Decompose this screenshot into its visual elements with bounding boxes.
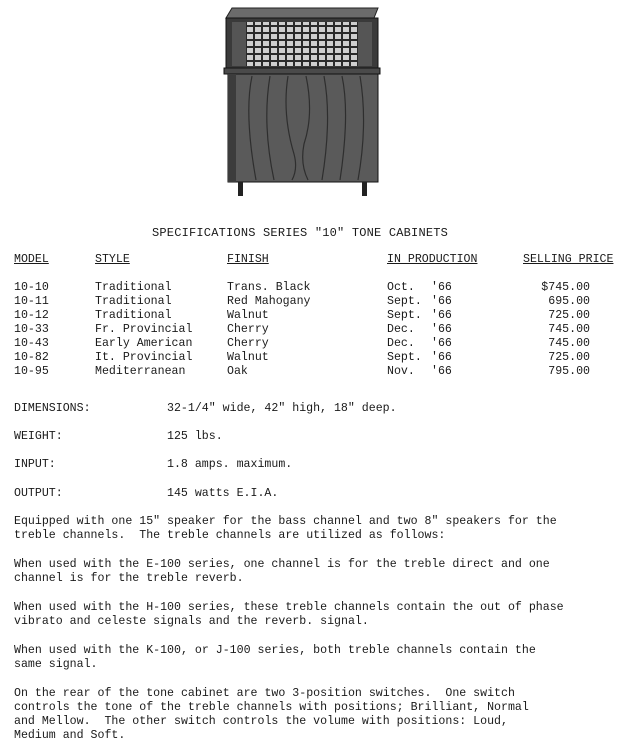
cell-model: 10-33 (14, 323, 49, 336)
spec-label: WEIGHT: (14, 430, 63, 443)
spec-label: INPUT: (14, 458, 56, 471)
cell-finish: Trans. Black (227, 281, 311, 294)
spec-value: 1.8 amps. maximum. (167, 458, 293, 471)
cell-production-month: Dec. (387, 323, 415, 336)
cell-finish: Red Mahogany (227, 295, 311, 308)
header-style: STYLE (95, 253, 130, 266)
paragraph-line: When used with the K-100, or J-100 series, both treble channels contain the (14, 644, 536, 657)
page-title: SPECIFICATIONS SERIES "10" TONE CABINETS (152, 226, 449, 240)
cell-production-month: Dec. (387, 337, 415, 350)
cell-production-month: Sept. (387, 309, 422, 322)
header-selling-price: SELLING PRICE (523, 253, 614, 266)
cell-style: Fr. Provincial (95, 323, 193, 336)
paragraph-line: controls the tone of the treble channels with positions; Brilliant, Normal (14, 701, 529, 714)
paragraph-line: treble channels. The treble channels are utilized as follows: (14, 529, 446, 542)
cell-style: It. Provincial (95, 351, 193, 364)
paragraph-e100 (14, 558, 614, 586)
header-finish: FINISH (227, 253, 269, 266)
cell-production-month: Oct. (387, 281, 415, 294)
cell-price: 695.00 (548, 295, 590, 308)
cell-model: 10-11 (14, 295, 49, 308)
table-row (0, 365, 630, 379)
cell-production-year: '66 (431, 337, 452, 350)
cell-production-year: '66 (431, 365, 452, 378)
paragraph-line: same signal. (14, 658, 98, 671)
cell-production-year: '66 (431, 323, 452, 336)
cell-production-month: Sept. (387, 295, 422, 308)
cell-finish: Oak (227, 365, 248, 378)
cabinet-lid (226, 8, 378, 18)
cabinet-leg-right (362, 182, 367, 196)
paragraph-h100 (14, 601, 614, 629)
paragraph-line: On the rear of the tone cabinet are two 3-position switches. One switch (14, 687, 515, 700)
cell-production-year: '66 (431, 351, 452, 364)
paragraph-line: Equipped with one 15" speaker for the bass channel and two 8" speakers for the (14, 515, 557, 528)
cell-style: Traditional (95, 309, 172, 322)
cell-model: 10-82 (14, 351, 49, 364)
cell-production-year: '66 (431, 281, 452, 294)
paragraph-line: vibrato and celeste signals and the reverb. signal. (14, 615, 369, 628)
cell-model: 10-12 (14, 309, 49, 322)
cell-style: Early American (95, 337, 193, 350)
cell-finish: Walnut (227, 351, 269, 364)
cabinet-leg-left (238, 182, 243, 196)
paragraph-switches (14, 687, 614, 743)
paragraph-line: When used with the E-100 series, one channel is for the treble direct and one (14, 558, 550, 571)
cell-price: 745.00 (548, 323, 590, 336)
cell-style: Traditional (95, 295, 172, 308)
cell-style: Mediterranean (95, 365, 186, 378)
cabinet-ledge (224, 68, 380, 74)
table-row (0, 337, 630, 351)
cell-production-month: Sept. (387, 351, 422, 364)
header-in-production: IN PRODUCTION (387, 253, 478, 266)
paragraph-line: When used with the H-100 series, these treble channels contain the out of phase (14, 601, 564, 614)
cabinet-grille-lattice (232, 22, 372, 66)
paragraph-k100 (14, 644, 614, 672)
header-model: MODEL (14, 253, 49, 266)
cell-price: 725.00 (548, 351, 590, 364)
cell-model: 10-10 (14, 281, 49, 294)
tone-cabinet-illustration (222, 4, 382, 200)
spec-value: 32-1/4" wide, 42" high, 18" deep. (167, 402, 397, 415)
cell-model: 10-95 (14, 365, 49, 378)
cell-price: 745.00 (548, 337, 590, 350)
cell-finish: Walnut (227, 309, 269, 322)
cell-production-year: '66 (431, 309, 452, 322)
table-row (0, 323, 630, 337)
table-row (0, 351, 630, 365)
cell-finish: Cherry (227, 337, 269, 350)
paragraph-line: channel is for the treble reverb. (14, 572, 244, 585)
cell-price: $745.00 (541, 281, 590, 294)
cell-price: 725.00 (548, 309, 590, 322)
cell-price: 795.00 (548, 365, 590, 378)
cell-model: 10-43 (14, 337, 49, 350)
paragraph-line: Medium and Soft. (14, 729, 126, 742)
spec-value: 125 lbs. (167, 430, 223, 443)
spec-label: DIMENSIONS: (14, 402, 91, 415)
cell-style: Traditional (95, 281, 172, 294)
cell-finish: Cherry (227, 323, 269, 336)
table-row (0, 295, 630, 309)
table-row (0, 281, 630, 295)
spec-label: OUTPUT: (14, 487, 63, 500)
spec-value: 145 watts E.I.A. (167, 487, 279, 500)
paragraph-speakers (14, 515, 614, 543)
cell-production-year: '66 (431, 295, 452, 308)
cell-production-month: Nov. (387, 365, 415, 378)
paragraph-line: and Mellow. The other switch controls the volume with positions: Loud, (14, 715, 508, 728)
table-row (0, 309, 630, 323)
